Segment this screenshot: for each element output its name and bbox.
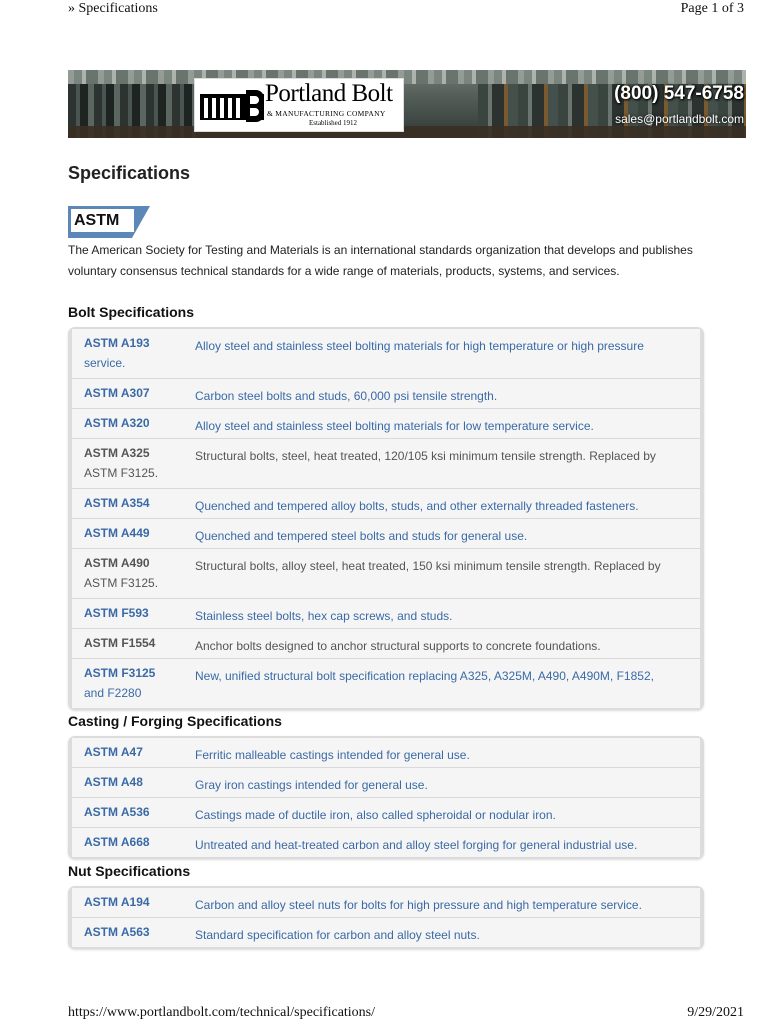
spec-description: Gray iron castings intended for general use. <box>195 778 428 792</box>
spec-code[interactable]: ASTM A563 <box>84 925 150 939</box>
spec-row[interactable] <box>72 768 700 798</box>
spec-row[interactable] <box>72 738 700 768</box>
section-heading: Bolt Specifications <box>68 304 195 320</box>
spec-description: Stainless steel bolts, hex cap screws, and studs. <box>195 609 453 623</box>
print-footer-date: 9/29/2021 <box>687 1005 744 1020</box>
print-header <box>68 0 744 20</box>
spec-code[interactable]: ASTM F3125 <box>84 666 156 680</box>
astm-intro: The American Society for Testing and Materials is an international standards organization that develops and publishes voluntary consensus technical standards for a wide range of materials, products, systems, and services. <box>68 243 693 278</box>
spec-description: Quenched and tempered alloy bolts, studs, and other externally threaded fasteners. <box>195 499 639 513</box>
spec-code: ASTM F1554 <box>84 636 156 650</box>
spec-code[interactable]: ASTM F593 <box>84 606 149 620</box>
section-heading: Casting / Forging Specifications <box>68 713 282 729</box>
logo-established: Established 1912 <box>309 119 358 127</box>
spec-code[interactable]: ASTM A194 <box>84 895 150 909</box>
spec-description: Carbon steel bolts and studs, 60,000 psi tensile strength. <box>195 389 498 403</box>
spec-description: Carbon and alloy steel nuts for bolts for high pressure and high temperature service. <box>195 898 642 912</box>
spec-description-continued: ASTM F3125. <box>84 466 159 480</box>
spec-row[interactable] <box>72 888 700 918</box>
spec-description: Structural bolts, steel, heat treated, 120/105 ksi minimum tensile strength. Replaced by <box>195 449 656 463</box>
page-title: Specifications <box>68 163 191 183</box>
spec-code[interactable]: ASTM A354 <box>84 496 150 510</box>
spec-description: Alloy steel and stainless steel bolting materials for low temperature service. <box>195 419 594 433</box>
spec-description: Ferritic malleable castings intended for general use. <box>195 748 470 762</box>
email-link[interactable]: sales@portlandbolt.com <box>615 112 744 126</box>
spec-description-continued: and F2280 <box>84 686 142 700</box>
spec-code[interactable]: ASTM A193 <box>84 336 150 350</box>
spec-code[interactable]: ASTM A320 <box>84 416 150 430</box>
spec-description: Anchor bolts designed to anchor structural supports to concrete foundations. <box>195 639 601 653</box>
print-header-left: » Specifications <box>68 1 158 16</box>
spec-row[interactable] <box>72 489 700 519</box>
astm-tag-label: ASTM <box>71 209 134 232</box>
phone-number[interactable]: (800) 547-6758 <box>614 83 744 104</box>
spec-description: Structural bolts, alloy steel, heat treated, 150 ksi minimum tensile strength. Replaced by <box>195 559 661 573</box>
spec-row[interactable] <box>72 329 700 379</box>
spec-code: ASTM A490 <box>84 556 150 570</box>
spec-row[interactable] <box>72 549 700 599</box>
logo-subtitle: & MANUFACTURING COMPANY <box>267 109 386 118</box>
spec-row[interactable] <box>72 599 700 629</box>
astm-tag <box>68 206 150 238</box>
spec-code[interactable]: ASTM A48 <box>84 775 143 789</box>
spec-code[interactable]: ASTM A307 <box>84 386 150 400</box>
spec-description: Quenched and tempered steel bolts and studs for general use. <box>195 529 528 543</box>
spec-row[interactable] <box>72 828 700 857</box>
site-banner <box>68 70 746 138</box>
spec-table <box>68 327 704 710</box>
spec-row[interactable] <box>72 659 700 708</box>
spec-description: Standard specification for carbon and alloy steel nuts. <box>195 928 480 942</box>
print-footer <box>68 1005 744 1025</box>
print-footer-url: https://www.portlandbolt.com/technical/specifications/ <box>68 1005 376 1020</box>
spec-description: New, unified structural bolt specification replacing A325, A325M, A490, A490M, F1852, <box>195 669 654 683</box>
spec-description: Untreated and heat-treated carbon and alloy steel forging for general industrial use. <box>195 838 638 852</box>
spec-table <box>68 886 704 949</box>
spec-row[interactable] <box>72 379 700 409</box>
logo-name: Portland Bolt <box>265 80 393 107</box>
spec-code[interactable]: ASTM A668 <box>84 835 150 849</box>
spec-code[interactable]: ASTM A536 <box>84 805 150 819</box>
spec-code: ASTM A325 <box>84 446 150 460</box>
spec-code[interactable]: ASTM A449 <box>84 526 150 540</box>
section-heading: Nut Specifications <box>68 863 191 879</box>
banner-ceiling <box>68 70 746 84</box>
spec-description-continued: service. <box>84 356 126 370</box>
spec-description-continued: ASTM F3125. <box>84 576 159 590</box>
print-header-page: Page 1 of 3 <box>680 1 744 16</box>
spec-description: Castings made of ductile iron, also called spheroidal or nodular iron. <box>195 808 556 822</box>
spec-row[interactable] <box>72 439 700 489</box>
company-logo[interactable] <box>194 78 404 132</box>
spec-row[interactable] <box>72 918 700 947</box>
banner-floor <box>68 126 746 138</box>
spec-table <box>68 736 704 859</box>
spec-description: Alloy steel and stainless steel bolting materials for high temperature or high pressure <box>195 339 644 353</box>
bolt-logo-icon <box>200 88 264 124</box>
spec-row[interactable] <box>72 798 700 828</box>
spec-row[interactable] <box>72 629 700 659</box>
spec-row[interactable] <box>72 519 700 549</box>
spec-code[interactable]: ASTM A47 <box>84 745 143 759</box>
spec-row[interactable] <box>72 409 700 439</box>
